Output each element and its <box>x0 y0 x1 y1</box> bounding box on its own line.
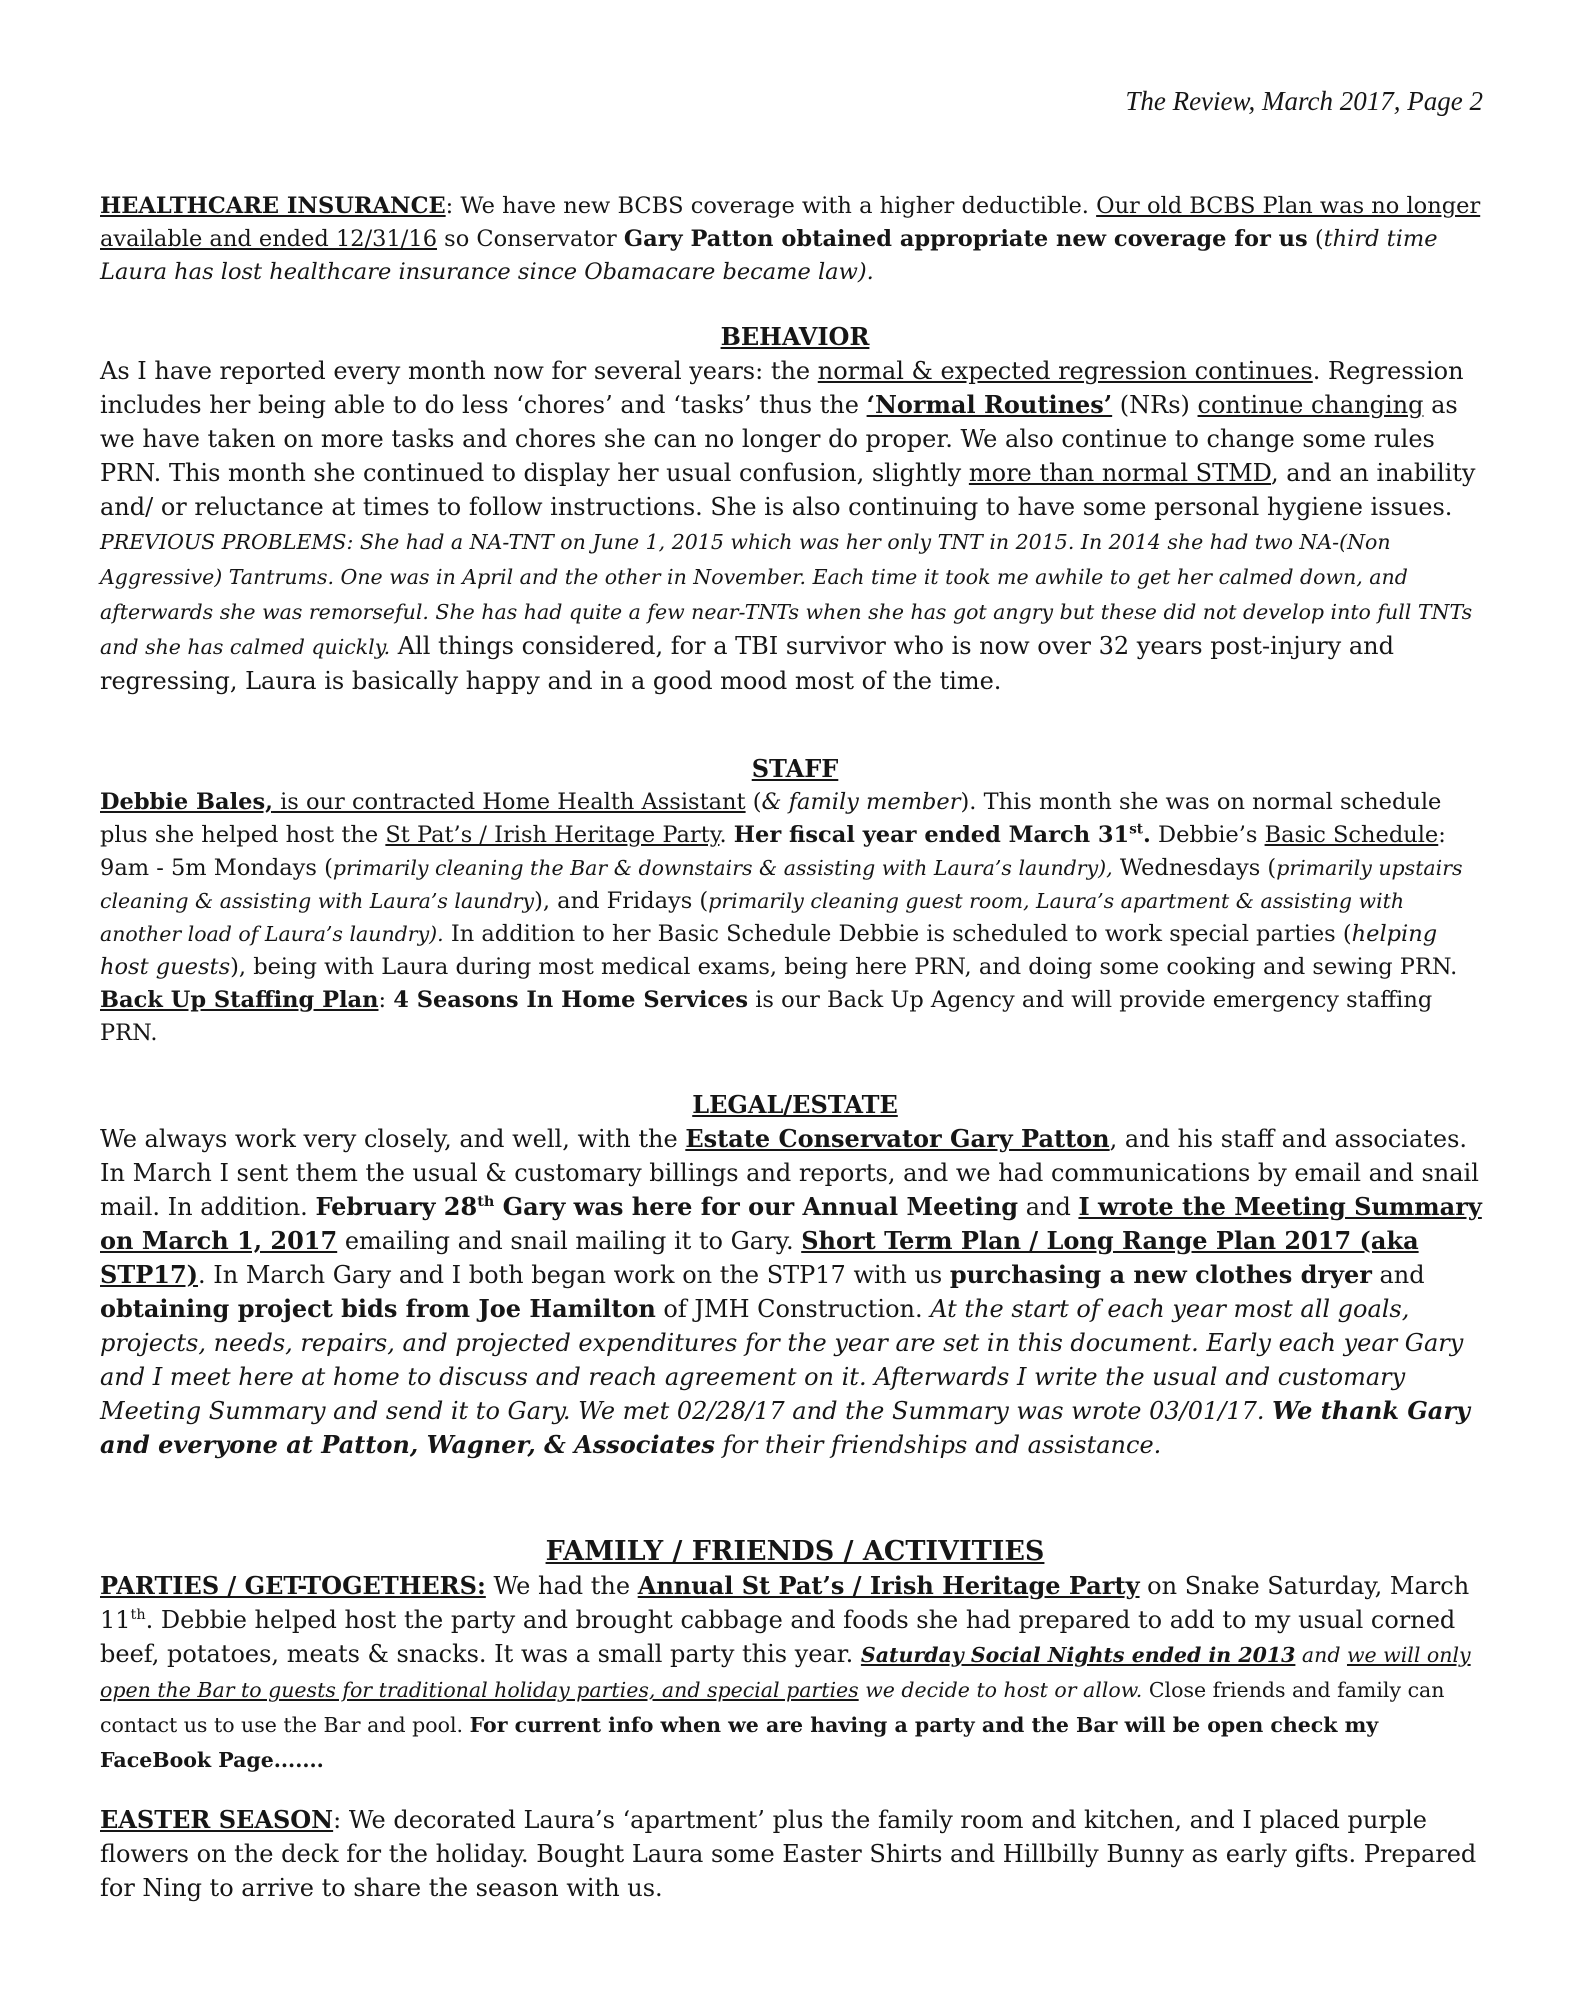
healthcare-label: HEALTHCARE INSURANCE <box>100 193 446 219</box>
text-run: third time Laura has lost healthcare insurance since Obamacare became law). <box>100 226 1438 285</box>
text-run: Basic Schedule <box>1264 822 1439 848</box>
text-run: , and his staff and associates. In March I sent them the usual & customary billings and reports, and we had communications by email and snail mail. In addition. <box>100 1125 1479 1221</box>
superscript: th <box>477 1193 495 1210</box>
text-run: We thank Gary and everyone at Patton, Wagner, & Associates <box>100 1396 1470 1459</box>
text-run: Close friends and family can contact us to use the Bar and pool. <box>100 1678 1445 1737</box>
staff-paragraph <box>100 786 1490 1050</box>
text-run: I wrote the Meeting Summary on March 1, 2017 <box>100 1192 1482 1255</box>
text-run: February 28 <box>315 1192 478 1221</box>
text-run: obtaining project bids from Joe Hamilton <box>100 1294 656 1323</box>
text-run: Gary Patton obtained appropriate new coverage for us <box>623 226 1308 252</box>
text-run: emailing and snail mailing it to Gary. <box>337 1227 802 1255</box>
text-run: normal & expected regression continues <box>817 357 1313 385</box>
text-run: We always work very closely, and well, with the <box>100 1125 686 1153</box>
text-run: : We have new BCBS coverage with a higher deductible. <box>445 193 1097 219</box>
behavior-paragraph <box>100 354 1490 698</box>
healthcare-paragraph <box>100 190 1490 289</box>
text-run: ). This month she was on normal schedule plus she helped host the <box>100 789 1442 848</box>
text-run: for their friendships and assistance. <box>714 1431 1162 1459</box>
text-run: helping host guests <box>100 921 1438 980</box>
text-run: ‘Normal Routines’ <box>866 390 1113 419</box>
healthcare-section <box>100 190 1490 289</box>
superscript: th <box>130 1607 146 1623</box>
staff-heading: STAFF <box>751 754 839 783</box>
family-section <box>100 1535 1490 1905</box>
text-run: so Conservator <box>437 226 624 252</box>
text-run: . In March Gary and I both began work on the STP17 with us <box>198 1261 950 1289</box>
superscript: st <box>1129 821 1144 838</box>
text-run: : 9am - 5m Mondays ( <box>100 822 1446 881</box>
text-run: and <box>1018 1193 1079 1221</box>
text-run: All things considered, for a TBI survivor who is now over 32 years post-injury and regressing, Laura is basically happy and in a good mood most of the time. <box>100 632 1394 695</box>
text-run: primarily upstairs cleaning & assisting with Laura’s laundry <box>100 856 1463 913</box>
text-run: we decide to host or allow. <box>858 1678 1143 1702</box>
text-run: Debbie Bales, <box>100 789 273 815</box>
text-run: primarily cleaning the Bar & downstairs & assisting with Laura’s laundry), <box>332 856 1113 880</box>
text-run: Back Up Staffing Plan <box>100 987 379 1013</box>
legal-heading: LEGAL/ESTATE <box>692 1090 898 1119</box>
text-run: Gary was here for our Annual Meeting <box>494 1192 1019 1221</box>
text-run: Debbie’s <box>1150 822 1265 848</box>
text-run: (NRs) <box>1112 391 1198 419</box>
text-run: purchasing a new clothes dryer <box>949 1260 1372 1289</box>
text-run: 4 Seasons In Home Services <box>393 987 749 1013</box>
legal-paragraph <box>100 1122 1490 1462</box>
text-run: PARTIES / GET-TOGETHERS: <box>100 1571 486 1600</box>
text-run: ( <box>745 789 762 815</box>
text-run: continue changing <box>1197 391 1424 419</box>
text-run: and <box>1371 1261 1425 1289</box>
text-run: Our old BCBS Plan was no longer available and ended 12/31/16 <box>100 193 1481 252</box>
family-heading: FAMILY / FRIENDS / ACTIVITIES <box>545 1536 1045 1567</box>
text-run: and <box>1295 1643 1347 1667</box>
text-run: , and an inability and/ or reluctance at times to follow instructions. She is also continuing to have some personal hygiene issues. <box>100 459 1476 521</box>
text-run: EASTER SEASON <box>100 1805 334 1834</box>
text-run: on Snake Saturday, March 11 <box>100 1572 1470 1634</box>
text-run: more than normal STMD <box>968 459 1272 487</box>
text-run: . Debbie helped host the party and brought cabbage and foods she had prepared to add to my usual corned beef, potatoes, meats & snacks. It was a small party this year. <box>100 1606 1456 1668</box>
text-run: For current info when we are having a party and the Bar will be open check my FaceBook Page....... <box>100 1713 1379 1772</box>
text-run: of JMH Construction. <box>655 1295 931 1323</box>
text-run: St Pat’s / Irish Heritage Party <box>385 822 720 848</box>
text-run: As I have reported every month now for several years: the <box>100 357 818 385</box>
text-run: At the start of each year most all goals, projects, needs, repairs, and projected expenditures for the year are set in this document. Early each year Gary and I meet here at home to discuss and reach agreement on it. Afterwards I write the usual and customary Meeting Summary and send it to Gary. We met 02/28/17 and the Summary was wrote 03/01/17. <box>100 1295 1464 1425</box>
text-run: : We decorated Laura’s ‘apartment’ plus the family room and kitchen, and I placed purple flowers on the deck for the holiday. Bought Laura some Easter Shirts and Hillbilly Bunny as early gifts. Prepared for Ning to arrive to share the season with us. <box>100 1806 1477 1902</box>
text-run: ), being with Laura during most medical exams, being here PRN, and doing some cooking and sewing PRN. <box>230 954 1458 980</box>
text-run: Wednesdays ( <box>1112 855 1277 881</box>
text-run: . <box>1143 822 1151 848</box>
text-run: Short Term Plan / Long Range Plan 2017 (aka STP17) <box>100 1226 1419 1289</box>
text-run: & family member <box>761 789 961 815</box>
text-run: Her fiscal year ended March 31 <box>733 822 1130 848</box>
text-run: Estate Conservator Gary Patton <box>685 1124 1110 1153</box>
text-run: ), and Fridays ( <box>534 888 709 914</box>
behavior-section <box>100 320 1490 698</box>
text-run: ( <box>1307 226 1324 252</box>
text-run: We had the <box>485 1572 638 1600</box>
legal-section <box>100 1088 1490 1462</box>
easter-paragraph <box>100 1803 1490 1905</box>
text-run: primarily cleaning guest room, Laura’s apartment & assisting with another load of Laura’s laundry). <box>100 889 1405 946</box>
text-run: In addition to her Basic Schedule Debbie is scheduled to work special parties ( <box>443 921 1352 947</box>
text-run: . <box>719 822 734 848</box>
text-run: : <box>378 987 394 1013</box>
staff-section <box>100 752 1490 1050</box>
behavior-heading: BEHAVIOR <box>720 322 870 351</box>
text-run: as we have taken on more tasks and chores she can no longer do proper. We also continue to change some rules PRN. This month she continued to display her usual confusion, slightly <box>100 391 1458 487</box>
running-header: The Review, March 2017, Page 2 <box>1125 86 1483 116</box>
text-run: is our Back Up Agency and will provide emergency staffing PRN. <box>100 987 1433 1046</box>
text-run: Annual St Pat’s / Irish Heritage Party <box>637 1571 1140 1600</box>
text-run: PREVIOUS PROBLEMS: She had a NA-TNT on June 1, 2015 which was her only TNT in 2015. In 2014 she had two NA-(Non Aggressive) Tantrums. One was in April and the other in November. Each time it took me awhile to get her calmed down, and afterwards she was remorseful. She has had quite a few near-TNTs when she has got angry but these did not develop into full TNTs and she has calmed quickly. <box>100 530 1473 659</box>
text-run: is our contracted Home Health Assistant <box>272 789 746 815</box>
text-run: Saturday Social Nights ended in 2013 <box>860 1643 1296 1667</box>
parties-paragraph <box>100 1569 1490 1777</box>
text-run: we will only open the Bar to guests for traditional holiday parties, and special parties <box>100 1643 1471 1702</box>
text-run: . Regression includes her being able to do less ‘chores’ and ‘tasks’ thus the <box>100 357 1464 419</box>
